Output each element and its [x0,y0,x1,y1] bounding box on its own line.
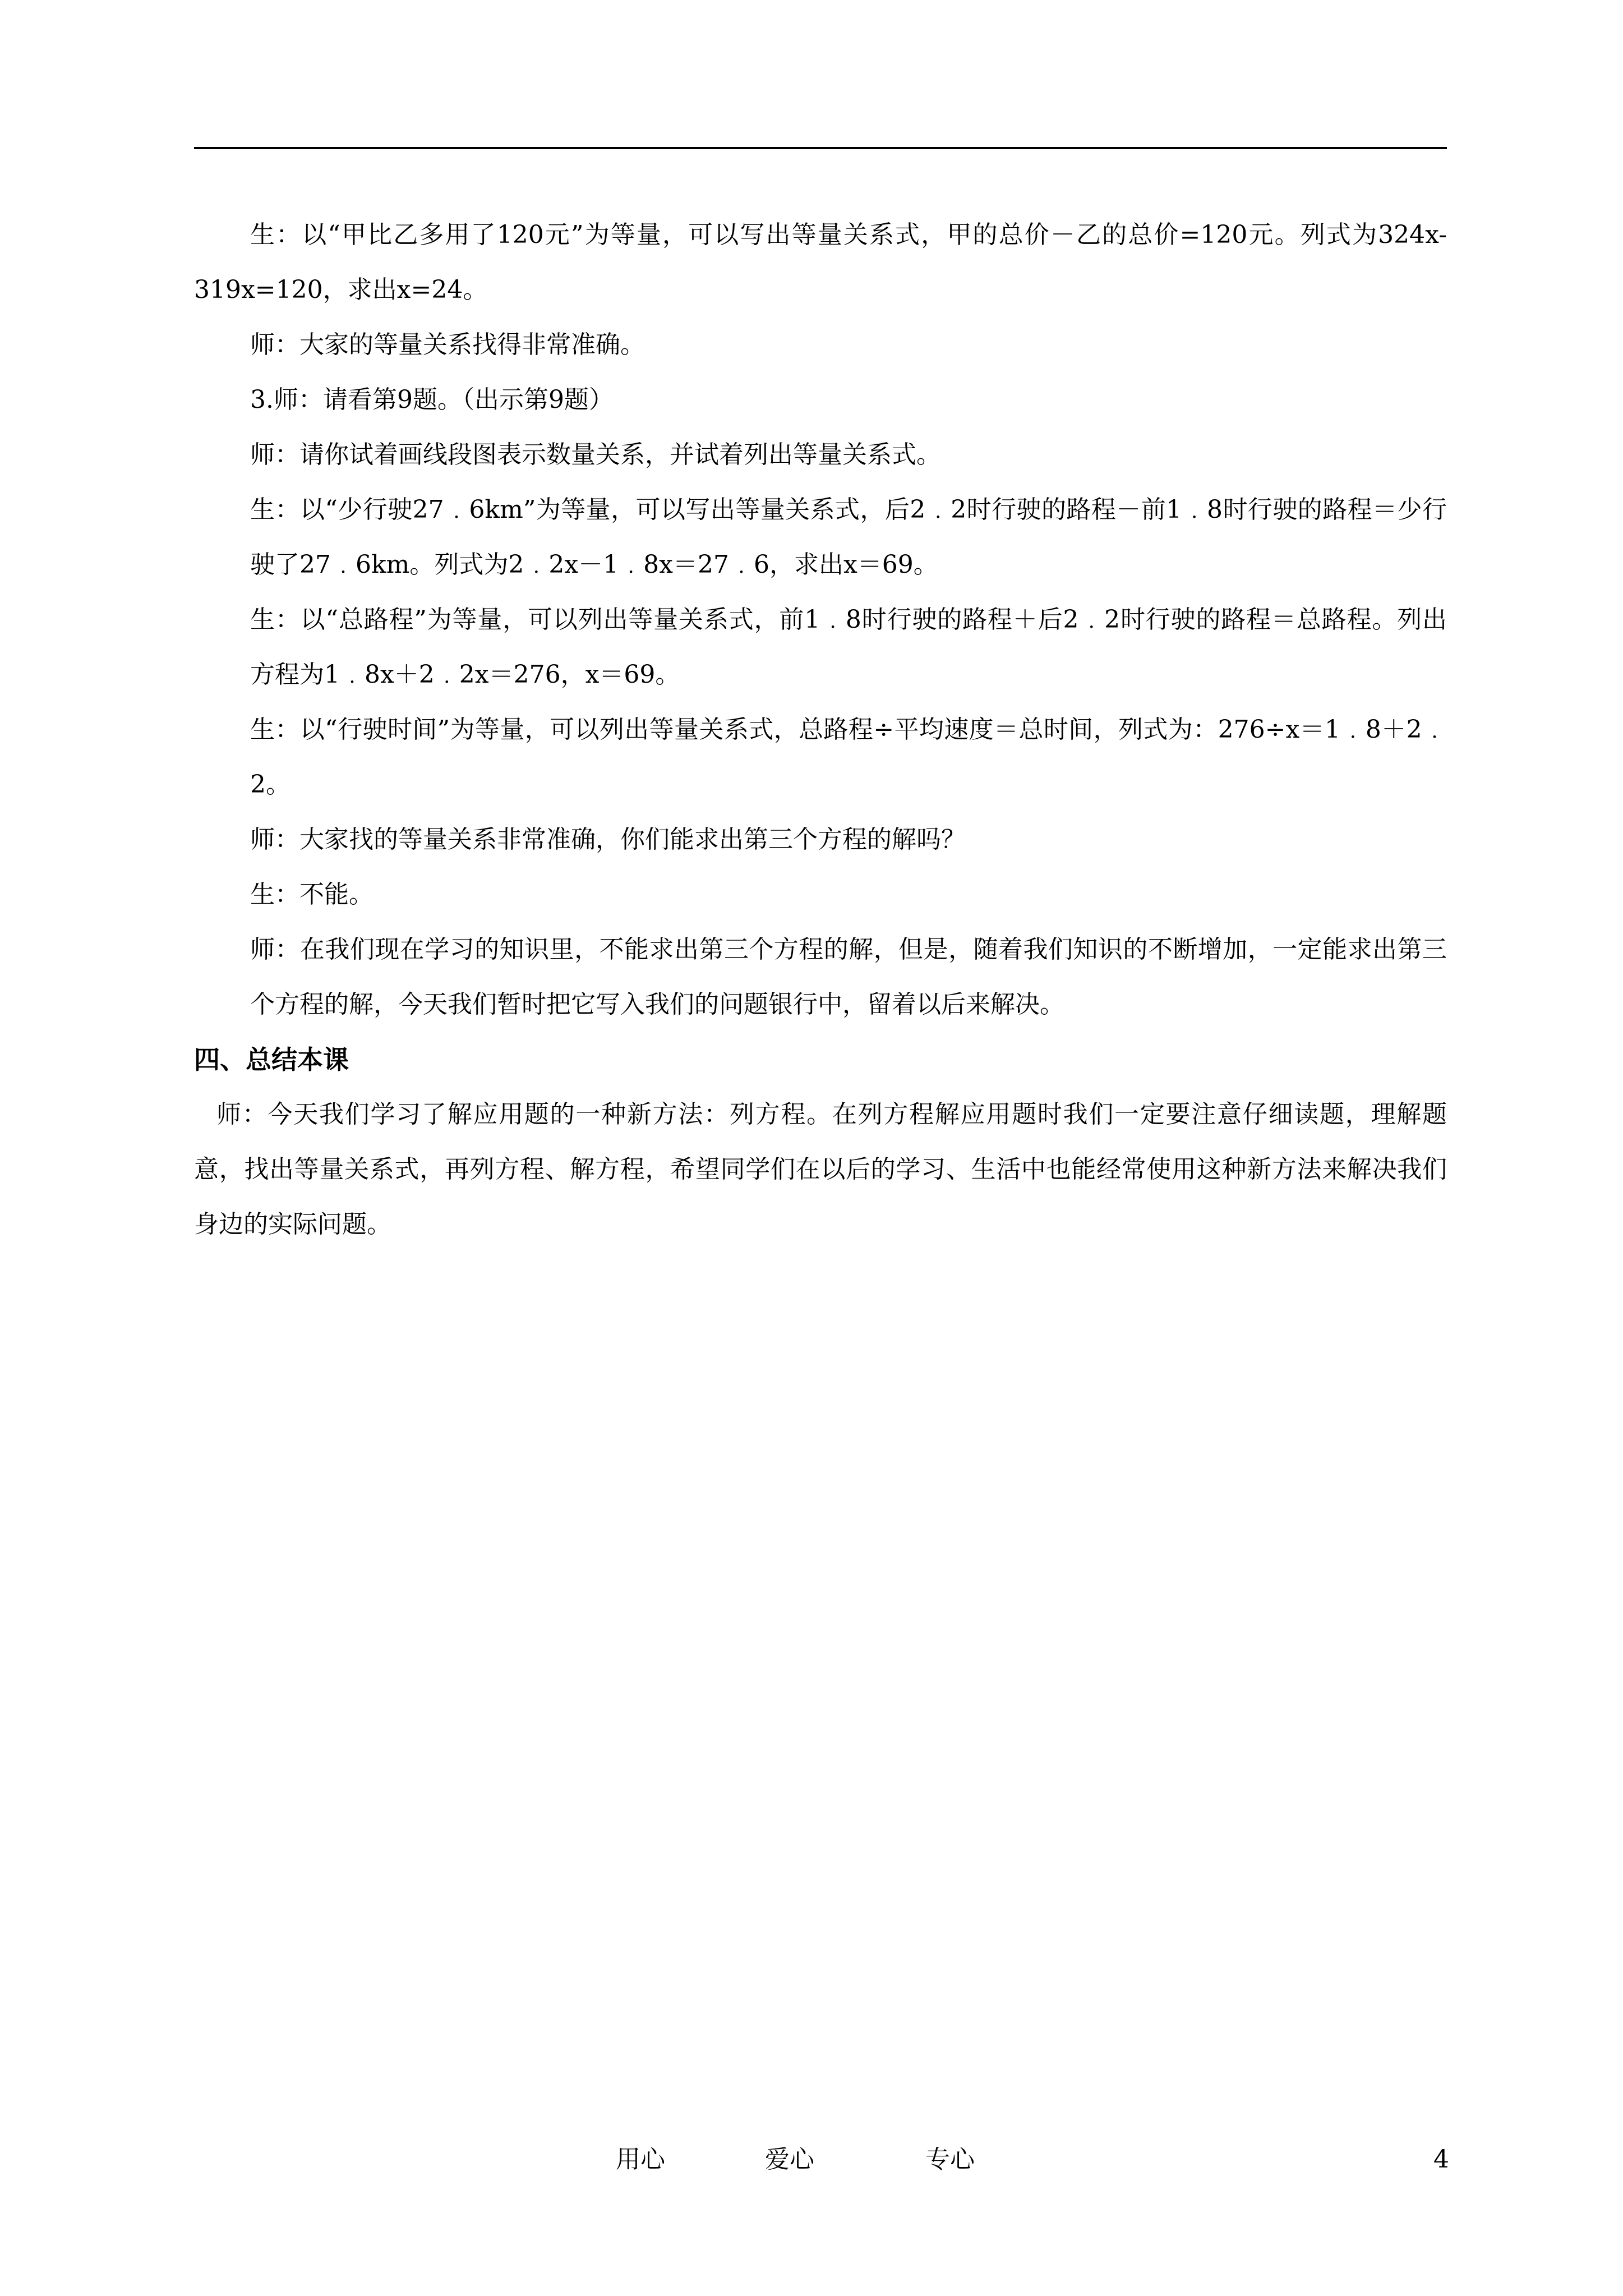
footer-text-left: 用心 [616,2145,665,2174]
page-footer [0,2143,1623,2177]
header-rule [194,147,1447,149]
closing-paragraph: 师：今天我们学习了解应用题的一种新方法：列方程。在列方程解应用题时我们一定要注意仔细读题，理解题意，找出等量关系式，再列方程、解方程，希望同学们在以后的学习、生活中也能经常使用这种新方法来解决我们身边的实际问题。 [194,1100,1447,1239]
paragraph-2: 师：大家的等量关系找得非常准确。 [250,330,645,359]
footer-text-middle: 爱心 [765,2145,814,2174]
paragraph-8: 师：大家找的等量关系非常准确，你们能求出第三个方程的解吗？ [250,825,966,854]
section-heading: 四、总结本课 [194,1045,349,1075]
footer-text-right: 专心 [925,2145,975,2174]
paragraph-5: 生：以“少行驶27﹒6km”为等量，可以写出等量关系式，后2﹒2时行驶的路程－前1﹒8时行驶的路程＝少行驶了27﹒6km。列式为2﹒2x－1﹒8x＝27﹒6，求出x＝69。 [250,495,1447,579]
paragraph-10: 师：在我们现在学习的知识里，不能求出第三个方程的解，但是，随着我们知识的不断增加，一定能求出第三个方程的解，今天我们暂时把它写入我们的问题银行中，留着以后来解决。 [250,935,1447,1019]
paragraph-9: 生：不能。 [250,880,374,909]
paragraph-1: 生：以“甲比乙多用了120元”为等量，可以写出等量关系式，甲的总价－乙的总价=120元。列式为324x-319x=120，求出x=24。 [194,220,1447,304]
page-number: 4 [1433,2145,1449,2174]
paragraph-7: 生：以“行驶时间”为等量，可以列出等量关系式，总路程÷平均速度＝总时间，列式为：276÷x＝1﹒8＋2﹒2。 [250,715,1447,799]
paragraph-4: 师：请你试着画线段图表示数量关系，并试着列出等量关系式。 [250,440,941,469]
paragraph-6: 生：以“总路程”为等量，可以列出等量关系式，前1﹒8时行驶的路程＋后2﹒2时行驶的路程＝总路程。列出方程为1﹒8x＋2﹒2x＝276，x＝69。 [250,605,1447,689]
paragraph-3: 3.师：请看第9题。（出示第9题） [250,385,614,414]
document-body [194,208,1447,1252]
